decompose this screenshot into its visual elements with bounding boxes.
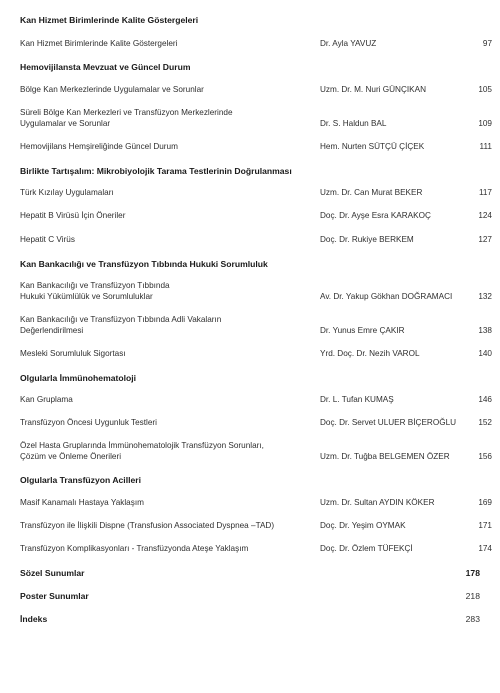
entry-page: 132 <box>478 291 492 301</box>
entry-page: 117 <box>478 188 492 197</box>
entry-title: Özel Hasta Gruplarında İmmünohematolojik Transfüzyon Sorunları, Çözüm ve Önleme Önerileri <box>20 441 264 461</box>
section-heading-poster-presentations: Poster Sunumlar 218 <box>20 591 480 601</box>
entry-title: Mesleki Sorumluluk Sigortası <box>20 349 126 358</box>
entry-author: Doç. Dr. Servet ULUER BİÇEROĞLU <box>320 418 457 427</box>
entry-page: 174 <box>478 544 492 553</box>
entry-title: Hepatit B Virüsü İçin Öneriler <box>20 211 126 220</box>
entry-title: Hemovijilans Hemşireliğinde Güncel Durum <box>20 142 178 151</box>
entry-page: 140 <box>478 349 492 358</box>
entry-page: 138 <box>478 325 492 335</box>
entry-title: Kan Hizmet Birimlerinde Kalite Göstergeleri <box>20 39 178 48</box>
entry-page: 146 <box>478 395 492 404</box>
section-heading: Kan Bankacılığı ve Transfüzyon Tıbbında Hukuki Sorumluluk <box>20 259 268 269</box>
section-heading: Hemovijilansta Mevzuat ve Güncel Durum <box>20 62 191 72</box>
entry-author: Doç. Dr. Özlem TÜFEKÇİ <box>320 544 413 553</box>
entry-title: Transfüzyon Öncesi Uygunluk Testleri <box>20 418 157 427</box>
section-heading: Birlikte Tartışalım: Mikrobiyolojik Tarama Testlerinin Doğrulanması <box>20 166 292 176</box>
entry-author: Uzm. Dr. Can Murat BEKER <box>320 188 423 197</box>
entry-author: Dr. Ayla YAVUZ <box>320 39 377 48</box>
entry-page: 105 <box>478 85 492 94</box>
entry-title: Bölge Kan Merkezlerinde Uygulamalar ve Sorunlar <box>20 85 204 94</box>
entry-page: 156 <box>478 451 492 461</box>
section-page: 178 <box>465 568 480 578</box>
entry-title: Transfüzyon ile İlişkili Dispne (Transfusion Associated Dyspnea –TAD) <box>20 521 275 530</box>
entry-page: 171 <box>478 521 492 530</box>
section-heading: Olgularla İmmünohematoloji <box>20 373 137 383</box>
entry-author: Dr. L. Tufan KUMAŞ <box>320 395 394 404</box>
entry-author: Dr. Yunus Emre ÇAKIR <box>320 325 405 335</box>
entry-author: Doç. Dr. Yeşim OYMAK <box>320 521 406 530</box>
entry-page: 169 <box>478 498 492 507</box>
entry-title: Hepatit C Virüs <box>20 235 75 244</box>
entry-page: 111 <box>479 142 492 151</box>
entry-author: Doç. Dr. Rukiye BERKEM <box>320 235 414 244</box>
entry-author: Doç. Dr. Ayşe Esra KARAKOÇ <box>320 211 431 220</box>
entry-page: 109 <box>478 118 492 128</box>
entry-author: Uzm. Dr. Tuğba BELGEMEN ÖZER <box>320 451 450 461</box>
section-heading: Kan Hizmet Birimlerinde Kalite Göstergeleri <box>20 15 199 25</box>
section-page: 218 <box>465 591 480 601</box>
entry-title: Transfüzyon Komplikasyonları - Transfüzyonda Ateşe Yaklaşım <box>20 544 249 553</box>
entry-author: Uzm. Dr. M. Nuri GÜNÇIKAN <box>320 85 426 94</box>
entry-page: 97 <box>482 39 492 48</box>
entry-author: Hem. Nurten SÜTÇÜ ÇİÇEK <box>320 142 425 151</box>
section-heading-index: İndeks 283 <box>20 614 480 624</box>
section-heading-oral-presentations: Sözel Sunumlar 178 <box>20 568 480 578</box>
entry-author: Uzm. Dr. Sultan AYDIN KÖKER <box>320 498 435 507</box>
entry-page: 124 <box>478 211 492 220</box>
entry-title: Türk Kızılay Uygulamaları <box>20 188 114 197</box>
entry-page: 152 <box>478 418 492 427</box>
entry-title: Süreli Bölge Kan Merkezleri ve Transfüzyon Merkezlerinde Uygulamalar ve Sorunlar <box>20 108 233 128</box>
entry-author: Yrd. Doç. Dr. Nezih VAROL <box>320 349 420 358</box>
entry-title: Kan Bankacılığı ve Transfüzyon Tıbbında Hukuki Yükümlülük ve Sorumluluklar <box>20 281 170 301</box>
entry-title: Kan Gruplama <box>20 395 73 404</box>
section-heading: Olgularla Transfüzyon Acilleri <box>20 475 141 485</box>
entry-title: Kan Bankacılığı ve Transfüzyon Tıbbında Adli Vakaların Değerlendirilmesi <box>20 315 222 335</box>
section-page: 283 <box>465 614 480 624</box>
entry-author: Dr. S. Haldun BAL <box>320 118 387 128</box>
entry-title: Masif Kanamalı Hastaya Yaklaşım <box>20 498 144 507</box>
entry-author: Av. Dr. Yakup Gökhan DOĞRAMACI <box>320 291 453 301</box>
entry-page: 127 <box>478 235 492 244</box>
